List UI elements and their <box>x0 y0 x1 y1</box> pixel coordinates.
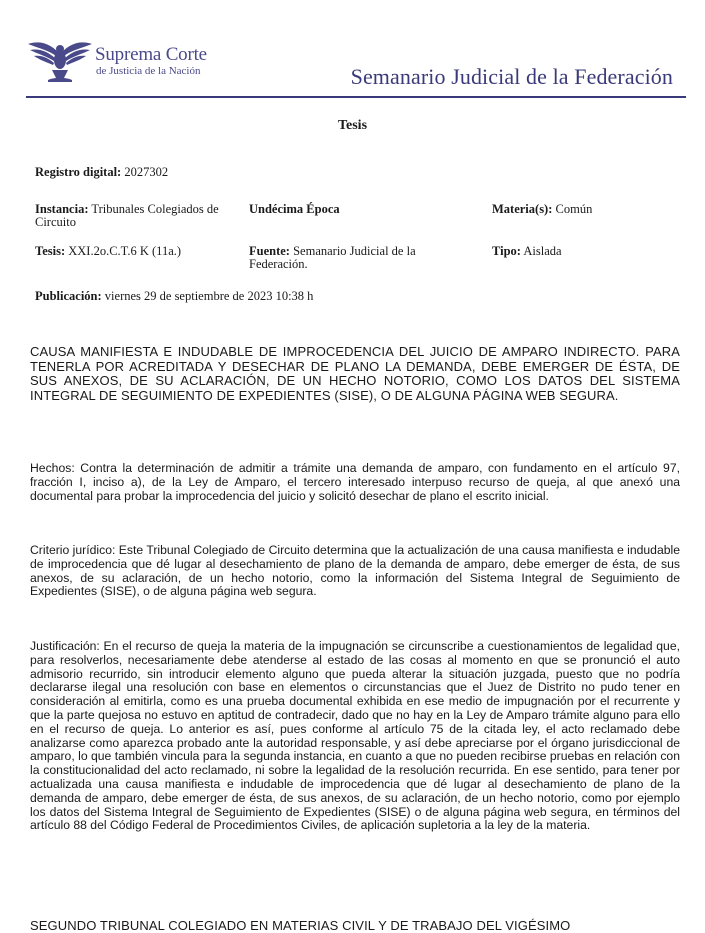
tesis-value: XXI.2o.C.T.6 K (11a.) <box>68 244 182 258</box>
publicacion <box>35 290 313 303</box>
publication-title: Semanario Judicial de la Federación <box>350 64 673 89</box>
header-divider <box>26 96 686 98</box>
tipo-value: Aislada <box>523 244 562 258</box>
instancia-label: Instancia: <box>35 202 89 216</box>
org-logo-text <box>95 45 207 78</box>
registro-digital <box>35 166 168 179</box>
criterio-paragraph: Criterio jurídico: Este Tribunal Colegiado de Circuito determina que la actualización de una causa manifiesta e indudable de improcedencia que dé lugar al desechamiento de plano de la demanda de amparo, debe emerger de ésta, de sus anexos, de su aclaración, de un hecho notorio, como la información del Sistema Integral de Seguimiento de Expedientes (SISE), o de alguna página web segura. <box>30 543 680 599</box>
epoca-value: Undécima Época <box>249 202 340 216</box>
org-title: Suprema Corte <box>95 44 207 65</box>
tipo <box>492 245 562 258</box>
fuente-value: Semanario Judicial de la Federación. <box>249 244 416 271</box>
fuente-label: Fuente: <box>249 244 290 258</box>
materia-value: Común <box>555 202 593 216</box>
tesis-id <box>35 245 181 258</box>
tesis-rubro: CAUSA MANIFIESTA E INDUDABLE DE IMPROCEDENCIA DEL JUICIO DE AMPARO INDIRECTO. PARA TENERLA POR ACREDITADA Y DESECHAR DE PLANO LA DEMANDA, DEBE EMERGER DE ÉSTA, DE SUS ANEXOS, DE SU ACLARACIÓN, DE UN HECHO NOTORIO, COMO LOS DATOS DEL SISTEMA INTEGRAL DE SEGUIMIENTO DE EXPEDIENTES (SISE), O DE ALGUNA PÁGINA WEB SEGURA. <box>30 344 680 403</box>
materia <box>492 203 592 216</box>
page-header <box>0 0 705 100</box>
justificacion-paragraph: Justificación: En el recurso de queja la materia de la impugnación se circunscribe a cuestionamientos de legalidad que, para resolverlos, necesariamente debe atenderse al estado de las cosas al momento en que se pronunció el auto admisorio recurrido, sin introducir elemento alguno que pueda alterar la situación juzgada, puesto que no podría declararse ilegal una resolución con base en elementos o circunstancias que el Juez de Distrito no pudo tener en consideración al emitirla, como es una prueba documental exhibida en ese medio de impugnación por el recurrente y que la parte quejosa no estuvo en aptitud de contradecir, dado que no hay en la Ley de Amparo trámite alguno para ello en el recurso de queja. Lo anterior es así, pues conforme al artículo 75 de la citada ley, el acto reclamado debe analizarse como aparezca probado ante la autoridad responsable, y así debe apreciarse por el órgano jurisdiccional de amparo, lo que también vincula para la segunda instancia, en cuanto a que no pueden recibirse pruebas en relación con la constitucionalidad del acto reclamado, ni sobre la legalidad de la resolución recurrida. En ese sentido, para tener por actualizada una causa manifiesta e indudable de improcedencia que dé lugar al desechamiento de plano de la demanda de amparo, debe emerger de ésta, de sus anexos, de su aclaración, de un hecho notorio, como por ejemplo los datos del Sistema Integral de Seguimiento de Expedientes (SISE) o de alguna página web segura, en términos del artículo 88 del Código Federal de Procedimientos Civiles, de aplicación supletoria a la ley de la materia. <box>30 639 680 833</box>
registro-label: Registro digital: <box>35 165 122 179</box>
tribunal-name: SEGUNDO TRIBUNAL COLEGIADO EN MATERIAS CIVIL Y DE TRABAJO DEL VIGÉSIMO <box>30 918 571 933</box>
instancia <box>35 203 240 229</box>
instancia-value: Tribunales Colegiados de Circuito <box>35 202 219 229</box>
materia-label: Materia(s): <box>492 202 553 216</box>
tipo-label: Tipo: <box>492 244 521 258</box>
epoca <box>249 203 340 216</box>
tesis-label: Tesis: <box>35 244 66 258</box>
publicacion-value: viernes 29 de septiembre de 2023 10:38 h <box>104 289 314 303</box>
fuente <box>249 245 459 271</box>
registro-value: 2027302 <box>124 165 169 179</box>
eagle-emblem-icon <box>26 38 94 84</box>
org-subtitle: de Justicia de la Nación <box>96 65 201 77</box>
hechos-paragraph: Hechos: Contra la determinación de admitir a trámite una demanda de amparo, con fundamento en el artículo 97, fracción I, inciso a), de la Ley de Amparo, el tercero interesado interpuso recurso de queja, al que anexó una documental para probar la improcedencia del juicio y solicitó desechar de plano el escrito inicial. <box>30 461 680 503</box>
publicacion-label: Publicación: <box>35 289 102 303</box>
document-type: Tesis <box>337 118 368 133</box>
